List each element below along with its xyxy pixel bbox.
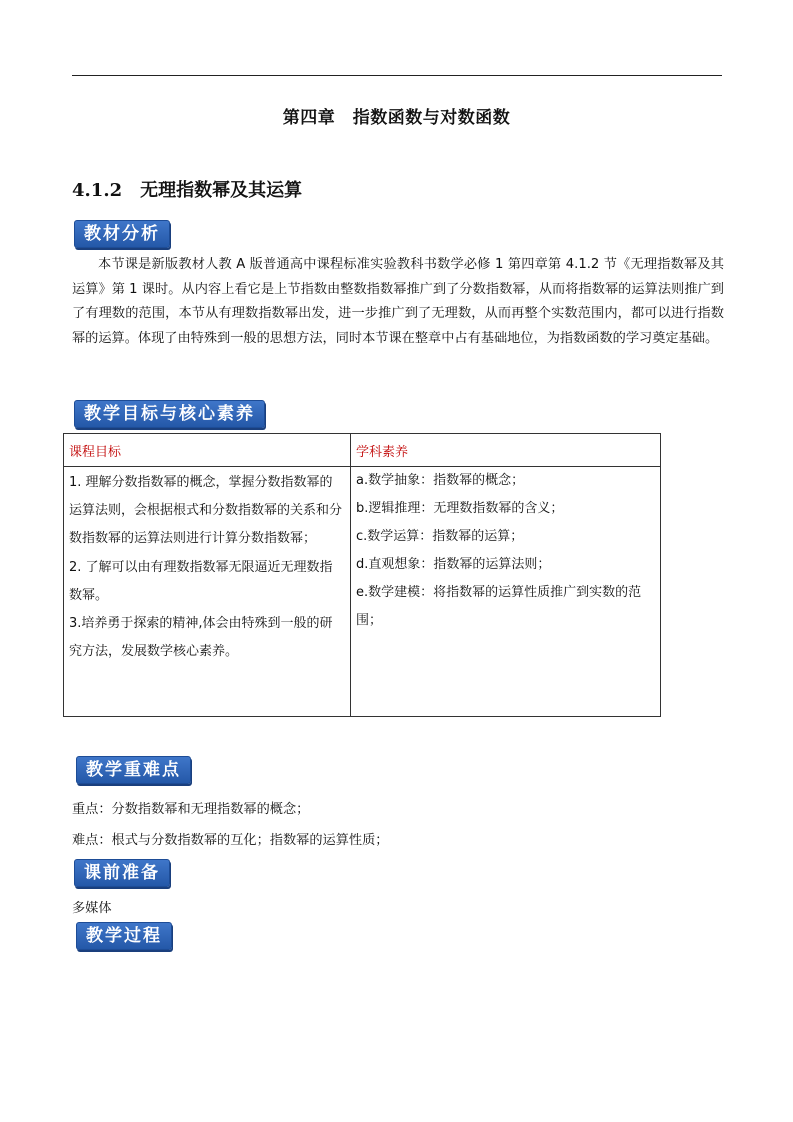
literacy-item: a.数学抽象：指数幂的概念；	[356, 473, 525, 488]
badge-objectives: 教学目标与核心素养	[74, 400, 265, 428]
badge-preparation: 课前准备	[74, 859, 170, 887]
goals-header-course: 课程目标	[64, 434, 351, 467]
badge-key-points: 教学重难点	[76, 756, 191, 784]
preparation-text: 多媒体	[72, 901, 112, 916]
literacy-cell	[351, 467, 661, 717]
analysis-paragraph: 本节课是新版教材人教 A 版普通高中课程标准实验教科书数学必修 1 第四章第 4.1.2 节《无理指数幂及其运算》第 1 课时。从内容上看它是上节指数由整数指数幂推广到了分数指数幂，从而将指数幂的运算法则推广到了有理数的范围，本节从有理数指数幂出发，进一步推广到了无理数，从而再整个实数范围内，都可以进行指数幂的运算。体现了由特殊到一般的思想方法，同时本节课在整章中占有基础地位，为指数函数的学习奠定基础。	[72, 257, 724, 346]
chapter-title: 第四章 指数函数与对数函数	[282, 108, 511, 128]
course-goal-item: 1. 理解分数指数幂的概念，掌握分数指数幂的运算法则，会根据根式和分数指数幂的关系和分数指数幂的运算法则进行计算分数指数幂；	[69, 475, 343, 547]
difficulty-line: 难点：根式与分数指数幂的互化；指数幂的运算性质；	[72, 833, 389, 848]
literacy-item: c.数学运算：指数幂的运算；	[356, 529, 524, 544]
course-goals-cell	[64, 467, 351, 717]
course-goal-item: 3.培养勇于探索的精神,体会由特殊到一般的研究方法，发展数学核心素养。	[69, 616, 333, 660]
literacy-item: b.逻辑推理：无理数指数幂的含义；	[356, 501, 564, 516]
header-rule	[72, 75, 722, 76]
course-goal-item: 2. 了解可以由有理数指数幂无限逼近无理数指数幂。	[69, 559, 333, 603]
focus-line: 重点：分数指数幂和无理指数幂的概念；	[72, 802, 310, 817]
section-heading	[72, 176, 302, 202]
literacy-item: d.直观想象：指数幂的运算法则；	[356, 557, 551, 572]
badge-analysis: 教材分析	[74, 220, 170, 248]
goals-header-literacy: 学科素养	[351, 434, 661, 467]
badge-process: 教学过程	[76, 922, 172, 950]
literacy-item: e.数学建模：将指数幂的运算性质推广到实数的范围；	[356, 585, 642, 628]
section-title: 无理指数幂及其运算	[140, 180, 303, 201]
goals-table	[63, 433, 661, 717]
section-number: 4.1.2	[72, 180, 123, 201]
